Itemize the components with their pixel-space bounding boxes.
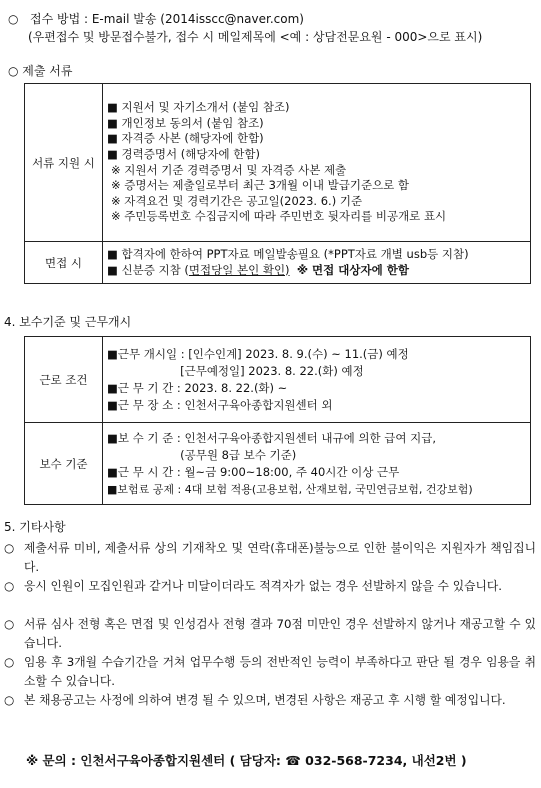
salary-line: (공무원 8급 보수 기준) [107, 447, 297, 462]
etc-item-text: 서류 심사 전형 혹은 면접 및 인성검사 전형 결과 70점 미만인 경우 선발하지 않거나 재공고할 수 있습니다. [24, 617, 536, 650]
etc-heading: 5. 기타사항 [4, 520, 66, 534]
etc-item-text: 제출서류 미비, 제출서류 상의 기재착오 및 연락(휴대폰)불능으로 인한 불이익은 지원자가 책임집니다. [24, 541, 536, 574]
etc-item [4, 539, 536, 577]
pay-heading: 4. 보수기준 및 근무개시 [4, 315, 132, 329]
etc-item [4, 577, 536, 596]
etc-item-text: 본 채용공고는 사정에 의하여 변경 될 수 있으며, 변경된 사항은 재공고 후 시행 할 예정입니다. [24, 693, 506, 707]
etc-item [4, 615, 536, 653]
work-line: ■근 무 장 소 : 인천서구육아종합지원센터 외 [107, 397, 333, 412]
salary-label: 보수 기준 [25, 423, 103, 505]
interview-id-prefix: ■ 신분증 지참 ( [107, 262, 189, 277]
screening-item: ■ 개인정보 동의서 (붙임 참조) [107, 115, 264, 130]
intake-method-line: 접수 방법 : E-mail 발송 (2014isscc@naver.com) [30, 12, 304, 26]
screening-item: ■ 자격증 사본 (해당자에 한함) [107, 131, 264, 146]
screening-note: ※ 주민등록번호 수집금지에 따라 주민번호 뒷자리를 비공개로 표시 [111, 209, 447, 224]
bullet-marker: ○ [4, 655, 15, 669]
screening-note: ※ 자격요건 및 경력기간은 공고일(2023. 6.) 기준 [111, 193, 363, 208]
interview-id-check: 면접당일 본인 확인) [188, 262, 290, 277]
interview-items [103, 242, 531, 284]
pay-table [24, 336, 531, 505]
screening-item: ■ 경력증명서 (해당자에 한함) [107, 146, 261, 161]
etc-item-text: 응시 인원이 모집인원과 같거나 미달이더라도 적격자가 없는 경우 선발하지 않을 수 있습니다. [24, 579, 503, 593]
salary-conditions [103, 423, 531, 505]
intake-marker: ○ [8, 12, 19, 26]
salary-line: ■근 무 시 간 : 월~금 9:00~18:00, 주 40시간 이상 근무 [107, 464, 400, 479]
bullet-marker: ○ [4, 541, 15, 555]
interview-item-id [103, 263, 530, 279]
screening-items [103, 84, 531, 242]
bullet-marker: ○ [4, 579, 15, 593]
etc-item [4, 691, 536, 710]
screening-item: ■ 지원서 및 자기소개서 (붙임 참조) [107, 100, 290, 115]
salary-line: ■보험료 공제 : 4대 보험 적용(고용보험, 산재보험, 국민연금보험, 건강보험) [107, 482, 473, 496]
work-line: [근무예정일] 2023. 8. 22.(화) 예정 [107, 363, 364, 378]
documents-heading: ○ 제출 서류 [8, 64, 73, 78]
documents-table [24, 83, 531, 284]
work-line: ■근 무 기 간 : 2023. 8. 22.(화) ~ [107, 380, 288, 395]
intake-note-line: (우편접수 및 방문접수불가, 접수 시 메일제목에 <예 : 상담전문요원 - 000>으로 표시) [28, 30, 483, 44]
etc-item-text: 임용 후 3개월 수습기간을 거쳐 업무수행 등의 전반적인 능력이 부족하다고 판단 될 경우 임용을 취소할 수 있습니다. [24, 655, 536, 688]
salary-line: ■보 수 기 준 : 인천서구육아종합지원센터 내규에 의한 급여 지급, [107, 430, 437, 445]
contact-line: ※ 문의 : 인천서구육아종합지원센터 ( 담당자: ☎ 032-568-7234, 내선2번 ) [26, 753, 467, 768]
work-line: ■근무 개시일 : [인수인계] 2023. 8. 9.(수) ~ 11.(금) 예정 [107, 346, 409, 361]
work-conditions [103, 337, 531, 423]
interview-label: 면접 시 [25, 242, 103, 284]
etc-item [4, 653, 536, 691]
work-conditions-label: 근로 조건 [25, 337, 103, 423]
interview-target-note: ※ 면접 대상자에 한함 [296, 262, 409, 277]
screening-note: ※ 증명서는 제출일로부터 최근 3개월 이내 발급기준으로 함 [111, 178, 410, 193]
screening-note: ※ 지원서 기준 경력증명서 및 자격증 사본 제출 [111, 162, 347, 177]
bullet-marker: ○ [4, 693, 15, 707]
screening-label: 서류 지원 시 [25, 84, 103, 242]
interview-item: ■ 합격자에 한하여 PPT자료 메일발송필요 (*PPT자료 개별 usb등 지참) [107, 246, 469, 261]
bullet-marker: ○ [4, 617, 15, 631]
